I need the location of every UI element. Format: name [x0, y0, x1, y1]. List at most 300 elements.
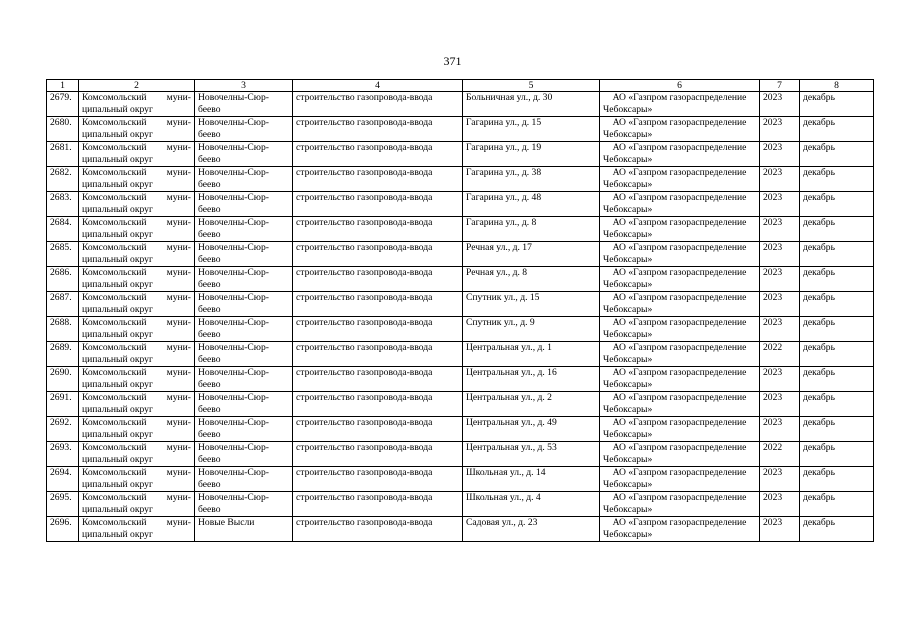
organization-cell: [600, 292, 760, 317]
row-number: [47, 467, 79, 492]
row-number-line: 2686.: [50, 267, 72, 278]
work-type-cell: [293, 342, 463, 367]
address-cell: [463, 417, 600, 442]
settlement-cell-line: Новочелны-Сюр-: [198, 92, 269, 103]
month-cell-line: декабрь: [803, 367, 835, 378]
organization-cell-line: АО «Газпром газораспределение: [612, 467, 747, 478]
year-cell-line: 2022: [763, 342, 783, 353]
month-cell: [800, 292, 874, 317]
address-cell: [463, 217, 600, 242]
settlement-cell-line: беево: [198, 128, 221, 140]
table-row: [47, 92, 874, 117]
settlement-cell: [195, 492, 293, 517]
settlement-cell-line: беево: [198, 153, 221, 165]
gas-pipeline-schedule-table: [46, 79, 874, 542]
column-header: 7: [760, 80, 800, 92]
month-cell: [800, 242, 874, 267]
district-cell: [79, 342, 195, 367]
organization-cell-line: Чебоксары»: [603, 528, 653, 540]
work-type-cell: [293, 467, 463, 492]
work-type-cell-line: строительство газопровода-ввода: [296, 517, 433, 528]
address-cell: [463, 442, 600, 467]
year-cell: [760, 517, 800, 542]
table-row: [47, 492, 874, 517]
district-cell-line: Комсомольский муни-: [82, 117, 191, 128]
organization-cell: [600, 117, 760, 142]
district-cell: [79, 142, 195, 167]
row-number: [47, 217, 79, 242]
organization-cell: [600, 217, 760, 242]
organization-cell-line: АО «Газпром газораспределение: [612, 317, 747, 328]
row-number: [47, 92, 79, 117]
month-cell-line: декабрь: [803, 342, 835, 353]
month-cell: [800, 317, 874, 342]
row-number: [47, 517, 79, 542]
month-cell-line: декабрь: [803, 392, 835, 403]
address-cell-line: Центральная ул., д. 1: [466, 342, 552, 353]
settlement-cell-line: беево: [198, 453, 221, 465]
district-cell-line: ципальный округ: [82, 428, 153, 440]
district-cell-line: ципальный округ: [82, 478, 153, 490]
district-cell-line: Комсомольский муни-: [82, 192, 191, 203]
year-cell: [760, 492, 800, 517]
district-cell-line: Комсомольский муни-: [82, 492, 191, 503]
address-cell: [463, 92, 600, 117]
address-cell-line: Школьная ул., д. 4: [466, 492, 541, 503]
table-row: [47, 342, 874, 367]
organization-cell: [600, 417, 760, 442]
district-cell: [79, 517, 195, 542]
work-type-cell-line: строительство газопровода-ввода: [296, 217, 433, 228]
district-cell: [79, 92, 195, 117]
month-cell-line: декабрь: [803, 242, 835, 253]
district-cell: [79, 217, 195, 242]
settlement-cell: [195, 92, 293, 117]
district-cell-line: ципальный округ: [82, 378, 153, 390]
address-cell-line: Речная ул., д. 8: [466, 267, 528, 278]
organization-cell-line: Чебоксары»: [603, 403, 653, 415]
row-number-line: 2683.: [50, 192, 72, 203]
settlement-cell-line: Новочелны-Сюр-: [198, 217, 269, 228]
address-cell-line: Спутник ул., д. 15: [466, 292, 540, 303]
settlement-cell-line: Новочелны-Сюр-: [198, 117, 269, 128]
organization-cell-line: АО «Газпром газораспределение: [612, 142, 747, 153]
month-cell-line: декабрь: [803, 217, 835, 228]
address-cell: [463, 467, 600, 492]
address-cell-line: Речная ул., д. 17: [466, 242, 532, 253]
district-cell-line: ципальный округ: [82, 203, 153, 215]
row-number-line: 2694.: [50, 467, 72, 478]
address-cell-line: Больничная ул., д. 30: [466, 92, 553, 103]
settlement-cell: [195, 367, 293, 392]
column-header: 6: [600, 80, 760, 92]
address-cell-line: Центральная ул., д. 2: [466, 392, 552, 403]
district-cell-line: ципальный округ: [82, 228, 153, 240]
row-number: [47, 417, 79, 442]
district-cell-line: Комсомольский муни-: [82, 292, 191, 303]
district-cell-line: Комсомольский муни-: [82, 317, 191, 328]
month-cell: [800, 492, 874, 517]
organization-cell-line: Чебоксары»: [603, 203, 653, 215]
row-number-line: 2689.: [50, 342, 72, 353]
organization-cell-line: Чебоксары»: [603, 153, 653, 165]
month-cell-line: декабрь: [803, 417, 835, 428]
table-row: [47, 467, 874, 492]
address-cell-line: Гагарина ул., д. 19: [466, 142, 542, 153]
table-header-row: [47, 80, 874, 92]
district-cell-line: ципальный округ: [82, 253, 153, 265]
work-type-cell: [293, 117, 463, 142]
work-type-cell: [293, 217, 463, 242]
row-number-line: 2687.: [50, 292, 72, 303]
organization-cell-line: АО «Газпром газораспределение: [612, 492, 747, 503]
address-cell-line: Гагарина ул., д. 15: [466, 117, 542, 128]
organization-cell-line: Чебоксары»: [603, 303, 653, 315]
table-row: [47, 242, 874, 267]
district-cell-line: ципальный округ: [82, 453, 153, 465]
district-cell-line: ципальный округ: [82, 528, 153, 540]
row-number-line: 2680.: [50, 117, 72, 128]
work-type-cell-line: строительство газопровода-ввода: [296, 417, 433, 428]
year-cell: [760, 467, 800, 492]
settlement-cell-line: беево: [198, 228, 221, 240]
year-cell-line: 2023: [763, 267, 783, 278]
table-row: [47, 192, 874, 217]
month-cell-line: декабрь: [803, 317, 835, 328]
table-row: [47, 167, 874, 192]
year-cell-line: 2023: [763, 467, 783, 478]
year-cell-line: 2023: [763, 417, 783, 428]
organization-cell: [600, 92, 760, 117]
table-row: [47, 117, 874, 142]
work-type-cell-line: строительство газопровода-ввода: [296, 167, 433, 178]
settlement-cell-line: беево: [198, 403, 221, 415]
row-number-line: 2696.: [50, 517, 72, 528]
table-row: [47, 292, 874, 317]
work-type-cell: [293, 492, 463, 517]
year-cell: [760, 142, 800, 167]
work-type-cell: [293, 317, 463, 342]
organization-cell-line: Чебоксары»: [603, 453, 653, 465]
column-header: 4: [293, 80, 463, 92]
settlement-cell-line: беево: [198, 478, 221, 490]
settlement-cell-line: Новые Высли: [198, 517, 255, 528]
address-cell: [463, 392, 600, 417]
work-type-cell-line: строительство газопровода-ввода: [296, 92, 433, 103]
organization-cell-line: Чебоксары»: [603, 228, 653, 240]
district-cell-line: ципальный округ: [82, 278, 153, 290]
organization-cell-line: АО «Газпром газораспределение: [612, 267, 747, 278]
organization-cell-line: Чебоксары»: [603, 428, 653, 440]
row-number-line: 2682.: [50, 167, 72, 178]
month-cell-line: декабрь: [803, 192, 835, 203]
row-number-line: 2684.: [50, 217, 72, 228]
month-cell: [800, 342, 874, 367]
address-cell: [463, 292, 600, 317]
month-cell: [800, 117, 874, 142]
row-number: [47, 167, 79, 192]
row-number: [47, 292, 79, 317]
district-cell-line: Комсомольский муни-: [82, 142, 191, 153]
year-cell: [760, 217, 800, 242]
work-type-cell: [293, 517, 463, 542]
work-type-cell-line: строительство газопровода-ввода: [296, 392, 433, 403]
district-cell-line: ципальный округ: [82, 328, 153, 340]
year-cell-line: 2022: [763, 442, 783, 453]
organization-cell-line: Чебоксары»: [603, 278, 653, 290]
month-cell-line: декабрь: [803, 292, 835, 303]
work-type-cell-line: строительство газопровода-ввода: [296, 342, 433, 353]
organization-cell-line: АО «Газпром газораспределение: [612, 367, 747, 378]
row-number-line: 2693.: [50, 442, 72, 453]
settlement-cell: [195, 142, 293, 167]
address-cell-line: Гагарина ул., д. 38: [466, 167, 542, 178]
settlement-cell: [195, 342, 293, 367]
district-cell: [79, 392, 195, 417]
organization-cell-line: Чебоксары»: [603, 103, 653, 115]
district-cell: [79, 167, 195, 192]
year-cell: [760, 292, 800, 317]
district-cell-line: ципальный округ: [82, 353, 153, 365]
address-cell: [463, 142, 600, 167]
year-cell-line: 2023: [763, 492, 783, 503]
address-cell: [463, 167, 600, 192]
district-cell-line: ципальный округ: [82, 128, 153, 140]
work-type-cell-line: строительство газопровода-ввода: [296, 317, 433, 328]
district-cell: [79, 467, 195, 492]
work-type-cell-line: строительство газопровода-ввода: [296, 267, 433, 278]
work-type-cell: [293, 92, 463, 117]
work-type-cell: [293, 292, 463, 317]
district-cell-line: Комсомольский муни-: [82, 342, 191, 353]
column-header: 2: [79, 80, 195, 92]
row-number: [47, 267, 79, 292]
settlement-cell-line: беево: [198, 303, 221, 315]
year-cell: [760, 317, 800, 342]
month-cell-line: декабрь: [803, 467, 835, 478]
year-cell-line: 2023: [763, 367, 783, 378]
work-type-cell: [293, 392, 463, 417]
address-cell: [463, 342, 600, 367]
district-cell-line: Комсомольский муни-: [82, 242, 191, 253]
organization-cell: [600, 492, 760, 517]
address-cell: [463, 267, 600, 292]
month-cell-line: декабрь: [803, 517, 835, 528]
settlement-cell-line: беево: [198, 253, 221, 265]
settlement-cell-line: Новочелны-Сюр-: [198, 142, 269, 153]
work-type-cell-line: строительство газопровода-ввода: [296, 192, 433, 203]
year-cell-line: 2023: [763, 142, 783, 153]
month-cell-line: декабрь: [803, 267, 835, 278]
address-cell: [463, 492, 600, 517]
settlement-cell: [195, 192, 293, 217]
organization-cell-line: Чебоксары»: [603, 378, 653, 390]
work-type-cell: [293, 442, 463, 467]
table-row: [47, 367, 874, 392]
settlement-cell-line: Новочелны-Сюр-: [198, 392, 269, 403]
year-cell-line: 2023: [763, 242, 783, 253]
row-number: [47, 342, 79, 367]
organization-cell-line: АО «Газпром газораспределение: [612, 217, 747, 228]
organization-cell-line: АО «Газпром газораспределение: [612, 242, 747, 253]
month-cell-line: декабрь: [803, 442, 835, 453]
table-row: [47, 142, 874, 167]
column-header: 5: [463, 80, 600, 92]
month-cell: [800, 367, 874, 392]
year-cell: [760, 392, 800, 417]
year-cell-line: 2023: [763, 167, 783, 178]
settlement-cell: [195, 267, 293, 292]
settlement-cell: [195, 442, 293, 467]
settlement-cell-line: беево: [198, 503, 221, 515]
organization-cell-line: АО «Газпром газораспределение: [612, 117, 747, 128]
settlement-cell-line: беево: [198, 328, 221, 340]
work-type-cell-line: строительство газопровода-ввода: [296, 142, 433, 153]
row-number: [47, 117, 79, 142]
work-type-cell-line: строительство газопровода-ввода: [296, 242, 433, 253]
year-cell-line: 2023: [763, 92, 783, 103]
organization-cell: [600, 267, 760, 292]
address-cell-line: Гагарина ул., д. 8: [466, 217, 537, 228]
year-cell: [760, 92, 800, 117]
settlement-cell-line: Новочелны-Сюр-: [198, 442, 269, 453]
district-cell: [79, 292, 195, 317]
work-type-cell: [293, 242, 463, 267]
settlement-cell: [195, 117, 293, 142]
settlement-cell: [195, 467, 293, 492]
organization-cell-line: Чебоксары»: [603, 253, 653, 265]
month-cell: [800, 467, 874, 492]
year-cell-line: 2023: [763, 292, 783, 303]
organization-cell: [600, 442, 760, 467]
address-cell: [463, 517, 600, 542]
table-body: [47, 92, 874, 542]
district-cell-line: ципальный округ: [82, 403, 153, 415]
address-cell-line: Центральная ул., д. 53: [466, 442, 557, 453]
table-row: [47, 417, 874, 442]
work-type-cell: [293, 192, 463, 217]
settlement-cell-line: Новочелны-Сюр-: [198, 242, 269, 253]
district-cell: [79, 317, 195, 342]
organization-cell-line: Чебоксары»: [603, 328, 653, 340]
year-cell: [760, 117, 800, 142]
row-number-line: 2691.: [50, 392, 72, 403]
settlement-cell: [195, 392, 293, 417]
address-cell: [463, 192, 600, 217]
district-cell-line: Комсомольский муни-: [82, 167, 191, 178]
row-number-line: 2681.: [50, 142, 72, 153]
address-cell: [463, 242, 600, 267]
district-cell-line: Комсомольский муни-: [82, 217, 191, 228]
settlement-cell-line: Новочелны-Сюр-: [198, 267, 269, 278]
settlement-cell-line: беево: [198, 203, 221, 215]
month-cell: [800, 192, 874, 217]
row-number: [47, 392, 79, 417]
month-cell-line: декабрь: [803, 117, 835, 128]
settlement-cell-line: Новочелны-Сюр-: [198, 467, 269, 478]
month-cell: [800, 442, 874, 467]
settlement-cell-line: беево: [198, 278, 221, 290]
work-type-cell: [293, 417, 463, 442]
settlement-cell-line: Новочелны-Сюр-: [198, 167, 269, 178]
organization-cell: [600, 142, 760, 167]
district-cell-line: Комсомольский муни-: [82, 92, 191, 103]
settlement-cell: [195, 217, 293, 242]
settlement-cell: [195, 417, 293, 442]
month-cell: [800, 392, 874, 417]
column-header: 1: [47, 80, 79, 92]
month-cell: [800, 267, 874, 292]
district-cell-line: ципальный округ: [82, 103, 153, 115]
settlement-cell-line: Новочелны-Сюр-: [198, 492, 269, 503]
work-type-cell: [293, 142, 463, 167]
page-number: 371: [443, 54, 462, 68]
organization-cell: [600, 467, 760, 492]
address-cell-line: Гагарина ул., д. 48: [466, 192, 542, 203]
district-cell-line: Комсомольский муни-: [82, 367, 191, 378]
work-type-cell-line: строительство газопровода-ввода: [296, 292, 433, 303]
year-cell-line: 2023: [763, 117, 783, 128]
settlement-cell-line: беево: [198, 178, 221, 190]
row-number-line: 2690.: [50, 367, 72, 378]
settlement-cell-line: Новочелны-Сюр-: [198, 342, 269, 353]
settlement-cell: [195, 167, 293, 192]
settlement-cell-line: беево: [198, 353, 221, 365]
work-type-cell-line: строительство газопровода-ввода: [296, 467, 433, 478]
settlement-cell-line: Новочелны-Сюр-: [198, 317, 269, 328]
address-cell: [463, 117, 600, 142]
work-type-cell-line: строительство газопровода-ввода: [296, 442, 433, 453]
year-cell-line: 2023: [763, 317, 783, 328]
table-row: [47, 217, 874, 242]
month-cell: [800, 217, 874, 242]
month-cell-line: декабрь: [803, 492, 835, 503]
organization-cell-line: АО «Газпром газораспределение: [612, 292, 747, 303]
district-cell: [79, 442, 195, 467]
organization-cell-line: АО «Газпром газораспределение: [612, 342, 747, 353]
row-number: [47, 192, 79, 217]
table-row: [47, 267, 874, 292]
year-cell-line: 2023: [763, 192, 783, 203]
column-header: 3: [195, 80, 293, 92]
district-cell: [79, 417, 195, 442]
row-number: [47, 367, 79, 392]
work-type-cell: [293, 167, 463, 192]
row-number: [47, 142, 79, 167]
district-cell: [79, 117, 195, 142]
year-cell-line: 2023: [763, 517, 783, 528]
district-cell: [79, 492, 195, 517]
year-cell-line: 2023: [763, 392, 783, 403]
month-cell-line: декабрь: [803, 92, 835, 103]
work-type-cell-line: строительство газопровода-ввода: [296, 117, 433, 128]
settlement-cell: [195, 317, 293, 342]
settlement-cell-line: беево: [198, 428, 221, 440]
district-cell: [79, 242, 195, 267]
work-type-cell-line: строительство газопровода-ввода: [296, 367, 433, 378]
district-cell-line: Комсомольский муни-: [82, 517, 191, 528]
settlement-cell: [195, 242, 293, 267]
work-type-cell: [293, 267, 463, 292]
year-cell: [760, 242, 800, 267]
organization-cell-line: АО «Газпром газораспределение: [612, 392, 747, 403]
settlement-cell-line: беево: [198, 103, 221, 115]
row-number-line: 2679.: [50, 92, 72, 103]
month-cell: [800, 167, 874, 192]
year-cell: [760, 267, 800, 292]
address-cell: [463, 367, 600, 392]
table-row: [47, 317, 874, 342]
